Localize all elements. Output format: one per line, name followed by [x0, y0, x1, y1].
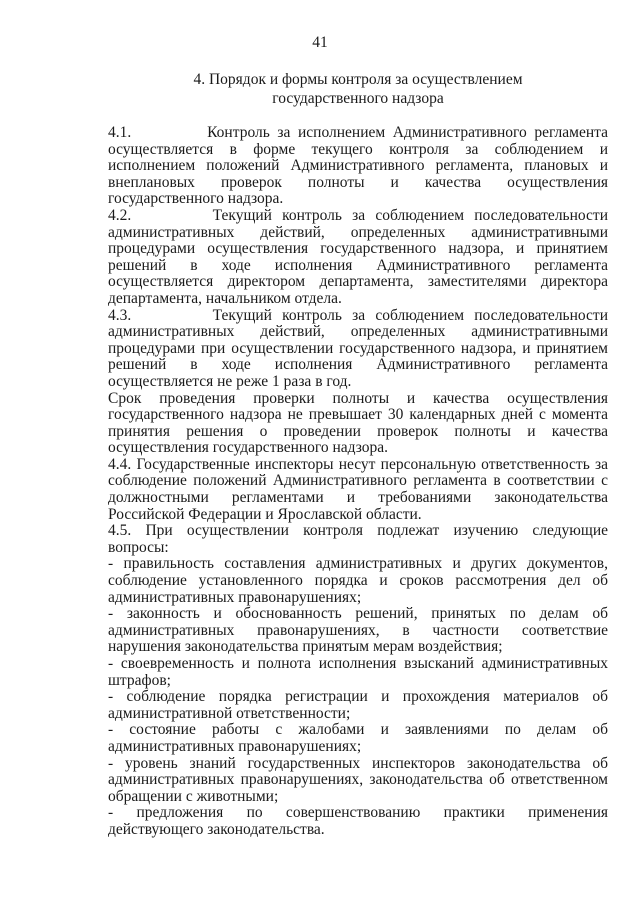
- list-item-inspector-knowledge: - уровень знаний государственных инспекторов законодательства об административных правонарушениях, законодательства об ответственном обращении с животными;: [108, 754, 608, 805]
- page-number: 41: [312, 34, 328, 51]
- section-title-line-2: государственного надзора: [272, 90, 444, 107]
- list-item-complaints-handling: - состояние работы с жалобами и заявлениями по делам об административных правонарушениях;: [108, 721, 608, 755]
- paragraph-4-3: 4.3. Текущий контроль за соблюдением последовательности административных действий, определенных административными процедурами при осуществлении государственного надзора, и принятием решений в ходе исполнения Административного регламента осуществляется не реже 1 раза в год.: [108, 306, 608, 390]
- list-item-registration-order: - соблюдение порядка регистрации и прохождения материалов об административной ответственности;: [108, 688, 608, 722]
- paragraph-4-4: 4.4. Государственные инспекторы несут персональную ответственность за соблюдение положений Административного регламента в соответствии с должностными регламентами и требованиями законодательства Российской Федерации и Ярославской области.: [108, 455, 608, 523]
- list-item-fine-collection: - своевременность и полнота исполнения взысканий административных штрафов;: [108, 655, 608, 689]
- list-item-document-correctness: - правильность составления административных и других документов, соблюдение установленного порядка и сроков рассмотрения дел об административных правонарушениях;: [108, 555, 608, 606]
- section-title-line-1: 4. Порядок и формы контроля за осуществлением: [193, 71, 523, 88]
- paragraph-4-5: 4.5. При осуществлении контроля подлежат изучению следующие вопросы:: [108, 522, 608, 556]
- paragraph-4-1: 4.1. Контроль за исполнением Административного регламента осуществляется в форме текущего контроля за соблюдением и исполнением положений Административного регламента, плановых и внеплановых проверок полноты и качества осуществления государственного надзора.: [108, 124, 608, 208]
- list-item-improvement-proposals: - предложения по совершенствованию практики применения действующего законодательства.: [108, 804, 608, 838]
- section-title: [108, 70, 608, 108]
- list-item-decision-legality: - законность и обоснованность решений, принятых по делам об административных правонарушениях, в частности соответствие нарушения законодательства принятым мерам воздействия;: [108, 605, 608, 656]
- document-body: [108, 125, 608, 839]
- paragraph-inspection-term: Срок проведения проверки полноты и качества осуществления государственного надзора не превышает 30 календарных дней с момента принятия решения о проведении проверок полноты и качества осуществления государственного надзора.: [108, 389, 608, 457]
- paragraph-4-2: 4.2. Текущий контроль за соблюдением последовательности административных действий, определенных административными процедурами осуществления государственного надзора, и принятием решений в ходе исполнения Административного регламента осуществляется директором департамента, заместителями директора департамента, начальником отдела.: [108, 206, 608, 307]
